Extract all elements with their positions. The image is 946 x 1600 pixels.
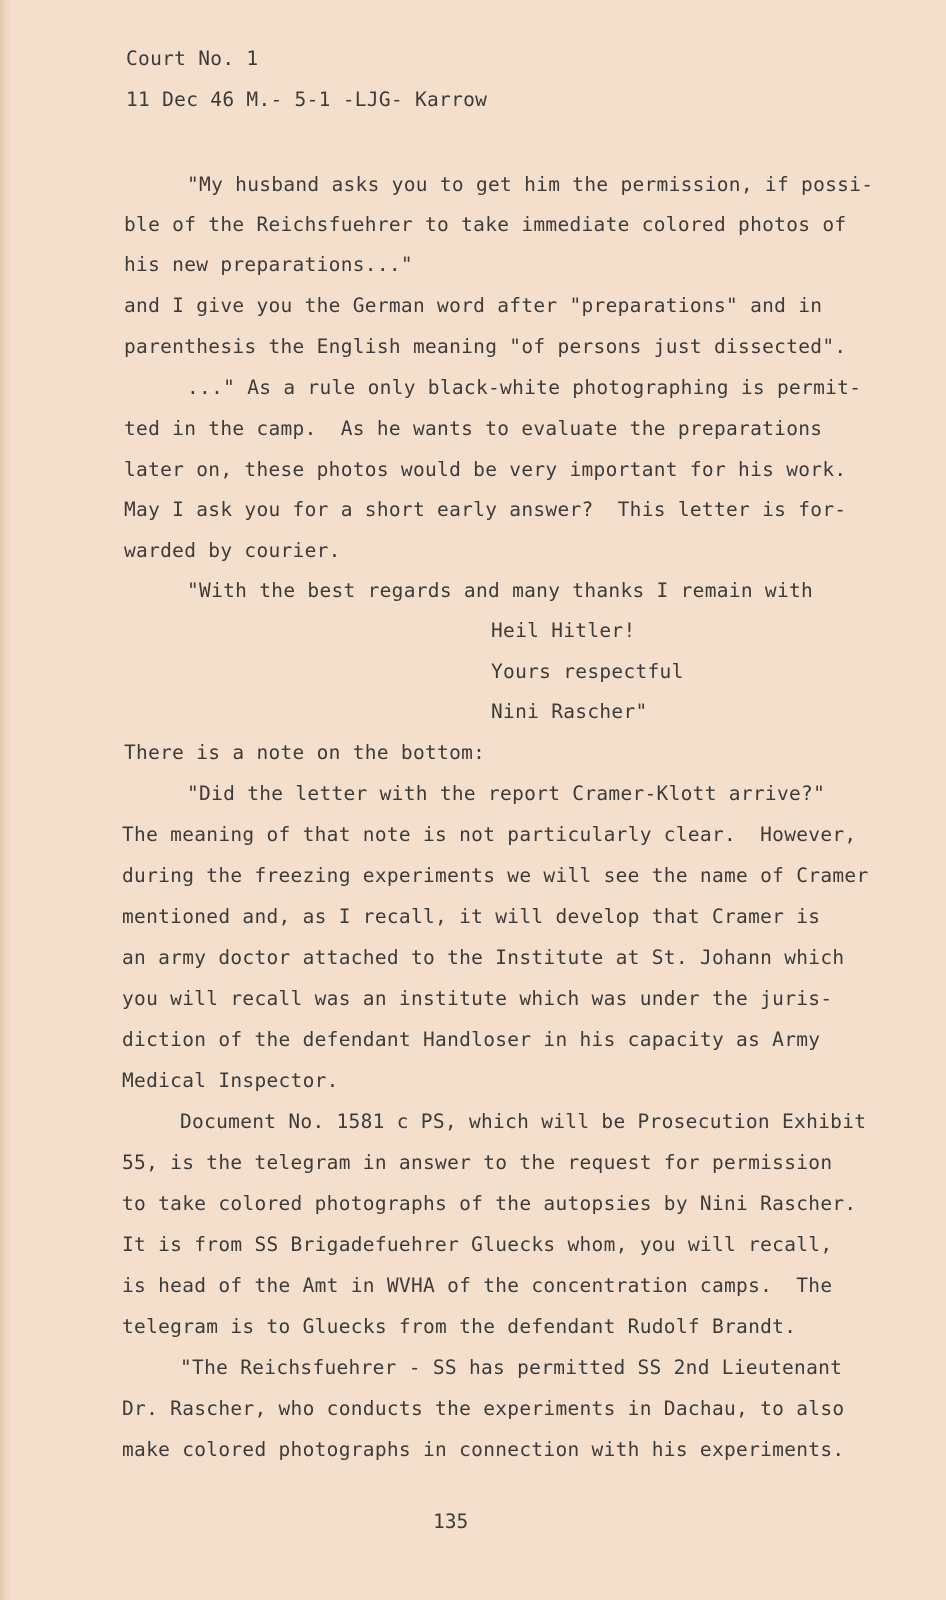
body-line: make colored photographs in connection with his experiments. [122, 1438, 845, 1461]
court-number: Court No. 1 [126, 47, 259, 70]
letter-signature: Nini Rascher" [491, 700, 648, 723]
closing-line: Yours respectful [491, 660, 684, 683]
body-line: "With the best regards and many thanks I remain with [187, 579, 814, 602]
body-line: warded by courier. [124, 539, 341, 562]
body-line: ted in the camp. As he wants to evaluate the preparations [124, 417, 823, 440]
body-line: parenthesis the English meaning "of persons just dissected". [124, 335, 847, 358]
body-line: his new preparations..." [124, 253, 413, 276]
body-line: diction of the defendant Handloser in his capacity as Army [122, 1028, 821, 1051]
body-line: The meaning of that note is not particularly clear. However, [122, 823, 857, 846]
body-line: Document No. 1581 c PS, which will be Prosecution Exhibit [180, 1110, 867, 1133]
body-line: mentioned and, as I recall, it will develop that Cramer is [122, 905, 821, 928]
body-line: "My husband asks you to get him the permission, if possi- [187, 173, 874, 196]
body-line: ..." As a rule only black-white photographing is permit- [187, 376, 862, 399]
body-line: "The Reichsfuehrer - SS has permitted SS 2nd Lieutenant [180, 1356, 843, 1379]
body-line: during the freezing experiments we will see the name of Cramer [122, 864, 869, 887]
body-line: It is from SS Brigadefuehrer Gluecks whom, you will recall, [122, 1233, 833, 1256]
body-line: telegram is to Gluecks from the defendant Rudolf Brandt. [122, 1315, 797, 1338]
body-line: to take colored photographs of the autopsies by Nini Rascher. [122, 1192, 857, 1215]
body-line: Dr. Rascher, who conducts the experiments in Dachau, to also [122, 1397, 845, 1420]
body-line: There is a note on the bottom: [124, 741, 486, 764]
body-line: "Did the letter with the report Cramer-Klott arrive?" [187, 782, 826, 805]
body-line: Medical Inspector. [122, 1069, 339, 1092]
page-number: 135 [433, 1510, 469, 1533]
body-line: you will recall was an institute which was under the juris- [122, 987, 833, 1010]
body-line: an army doctor attached to the Institute at St. Johann which [122, 946, 845, 969]
body-line: ble of the Reichsfuehrer to take immediate colored photos of [124, 213, 847, 236]
closing-salutation: Heil Hitler! [491, 619, 636, 642]
body-line: 55, is the telegram in answer to the request for permission [122, 1151, 833, 1174]
body-line: May I ask you for a short early answer? This letter is for- [124, 498, 847, 521]
body-line: and I give you the German word after "preparations" and in [124, 294, 823, 317]
body-line: later on, these photos would be very important for his work. [124, 458, 847, 481]
session-line: 11 Dec 46 M.- 5-1 -LJG- Karrow [126, 88, 488, 111]
body-line: is head of the Amt in WVHA of the concentration camps. The [122, 1274, 833, 1297]
